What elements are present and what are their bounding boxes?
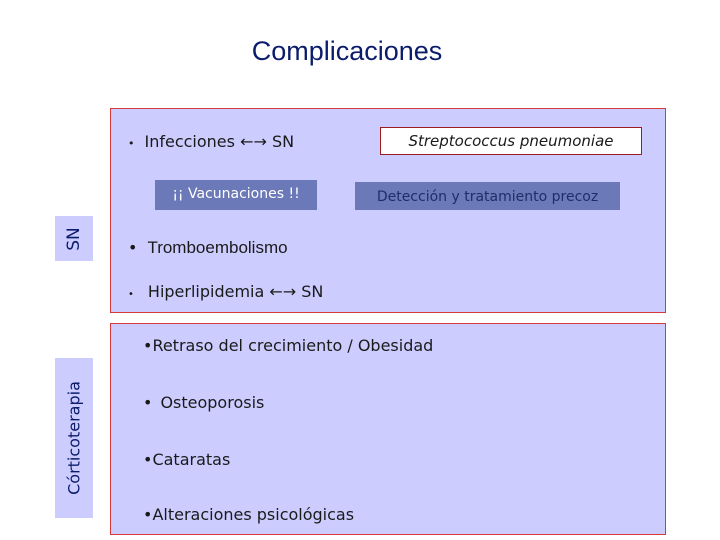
list-item xyxy=(143,336,433,355)
page-title: Complicaciones xyxy=(251,36,443,66)
bullet: • xyxy=(143,505,153,524)
list-item xyxy=(143,450,230,469)
vacunaciones-box: ¡¡ Vacunaciones !! xyxy=(155,180,317,210)
item-text: Alteraciones psicológicas xyxy=(152,505,355,524)
bullet: • xyxy=(128,137,135,150)
list-item xyxy=(143,505,354,524)
sn-side-label: SN xyxy=(64,226,84,251)
bullet: • xyxy=(128,289,134,300)
item-text: Osteoporosis xyxy=(160,393,265,412)
list-item xyxy=(143,393,264,412)
list-item-infecciones xyxy=(128,132,294,151)
streptococcus-box: Streptococcus pneumoniae xyxy=(380,127,642,155)
list-item-tromboembolismo xyxy=(128,238,288,258)
bullet: • xyxy=(143,336,153,355)
hiperlipidemia-text: Hiperlipidemia ←→ SN xyxy=(147,282,324,301)
deteccion-box: Detección y tratamiento precoz xyxy=(355,182,620,210)
bullet: • xyxy=(143,393,153,412)
corticoterapia-side-label-box xyxy=(55,358,93,518)
bullet: • xyxy=(143,450,153,469)
item-text: Cataratas xyxy=(152,450,231,469)
sn-side-label-box xyxy=(55,216,93,261)
infecciones-text: Infecciones ←→ SN xyxy=(144,132,295,151)
list-item-hiperlipidemia xyxy=(128,282,323,301)
tromboembolismo-text: Tromboembolismo xyxy=(147,238,288,257)
corticoterapia-side-label: Córticoterapia xyxy=(64,381,84,495)
item-text: Retraso del crecimiento / Obesidad xyxy=(152,336,434,355)
bullet: • xyxy=(128,238,138,257)
